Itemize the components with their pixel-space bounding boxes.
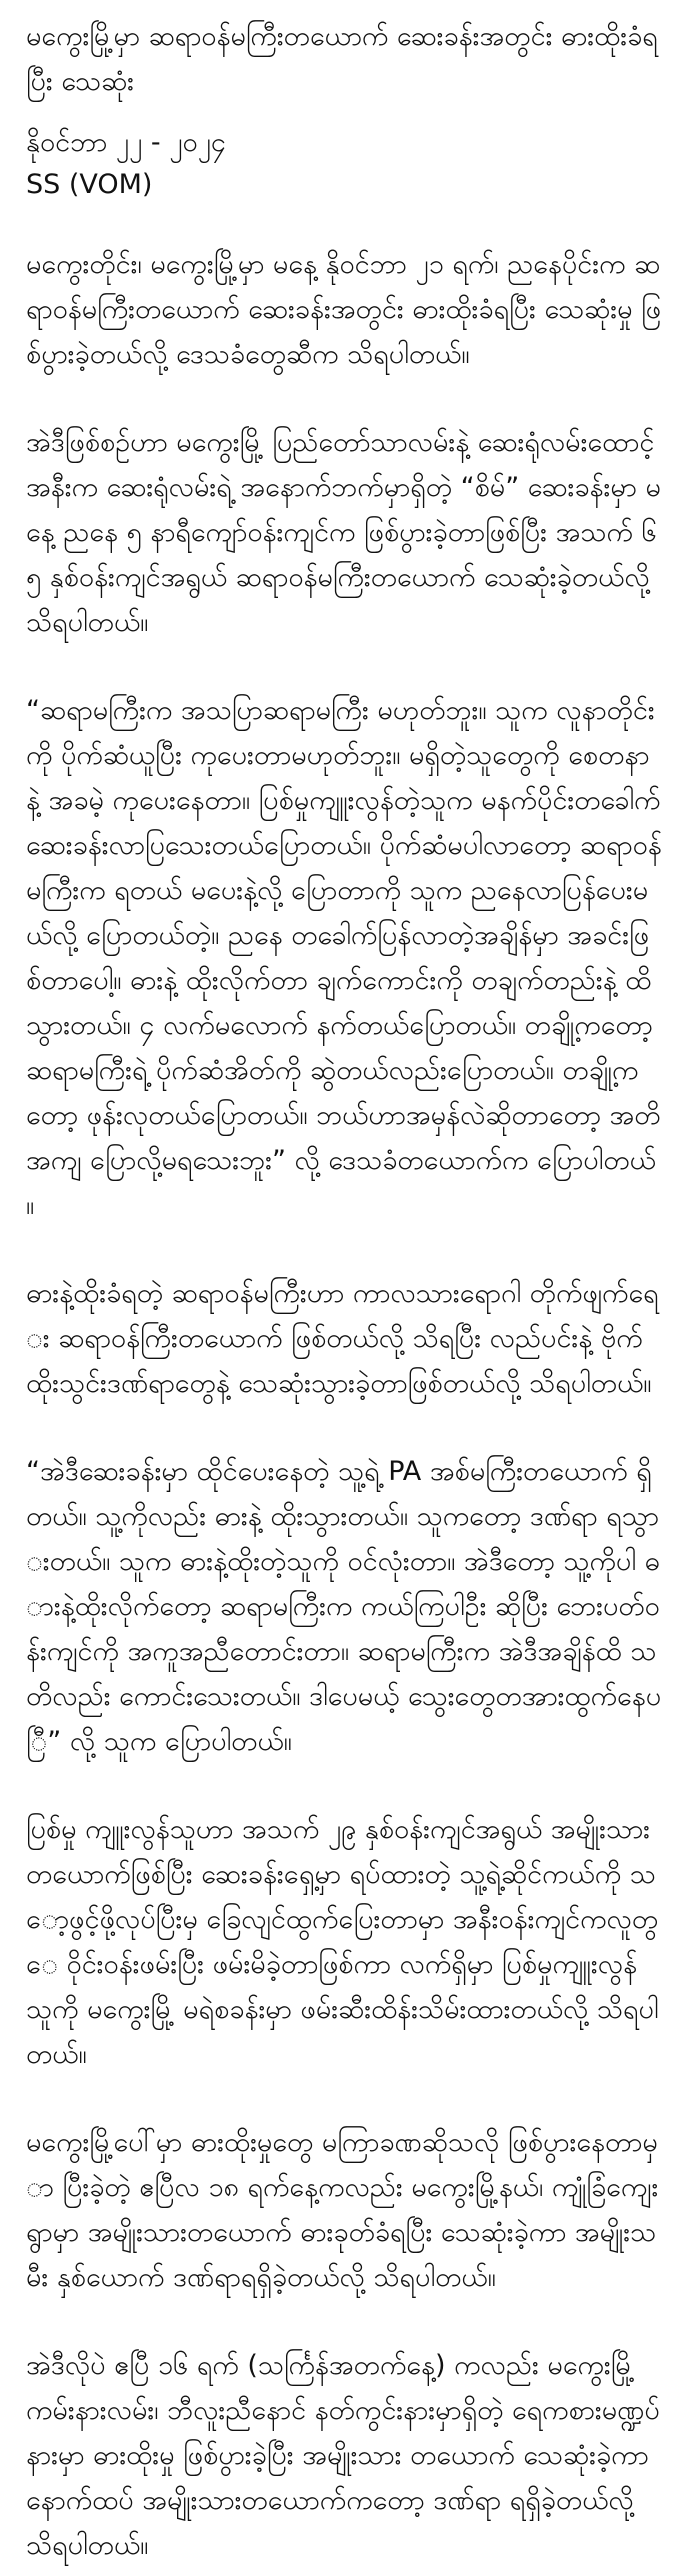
article-paragraph: မကွေးမြို့ပေါ်မှာ ဓားထိုးမှုတွေ မကြာခဏဆိုသလို ဖြစ်ပွားနေတာမှာ ပြီးခဲ့တဲ့ ဧပြီလ ၁၈ ရက်နေ့ကလည်း မကွေးမြို့နယ်၊ ကျုံခြံကျေးရွာမှာ အမျိုးသားတယောက် ဓားခုတ်ခံရပြီး သေဆုံးခဲ့ကာ အမျိုးသမီး နှစ်ယောက် ဒဏ်ရာရရှိခဲ့တယ်လို့ သိရပါတယ်။ xyxy=(26,2127,659,2293)
article-paragraph: မကွေးတိုင်း၊ မကွေးမြို့မှာ မနေ့ နိုဝင်ဘာ ၂၁ ရက်၊ ညနေပိုင်းက ဆရာဝန်မကြီးတယောက် ဆေးခန်းအတွင်း ဓားထိုးခံရပြီး သေဆုံးမှု ဖြစ်ပွားခဲ့တယ်လို့ ဒေသခံတွေဆီက သိရပါတယ်။ xyxy=(26,249,662,370)
article-paragraph: အဲဒီဖြစ်စဉ်ဟာ မကွေးမြို့ ပြည်တော်သာလမ်းနဲ့ ဆေးရုံလမ်းထောင့်အနီးက ဆေးရုံလမ်းရဲ့ အနောက်ဘက်မှာရှိတဲ့ “စိမ်” ဆေးခန်းမှာ မနေ့ ညနေ ၅ နာရီကျော်ဝန်းကျင်က ဖြစ်ပွားခဲ့တာဖြစ်ပြီး အသက် ၆၅ နှစ်ဝန်းကျင်အရွယ် ဆရာဝန်မကြီးတယောက် သေဆုံးခဲ့တယ်လို့ သိရပါတယ်။ xyxy=(26,427,661,638)
article-source: SS (VOM) xyxy=(26,169,153,200)
article-paragraph: ပြစ်မှု ကျူးလွန်သူဟာ အသက် ၂၉ နှစ်ဝန်းကျင်အရွယ် အမျိုးသားတယောက်ဖြစ်ပြီး ဆေးခန်းရှေ့မှာ ရပ်ထားတဲ့ သူ့ရဲ့ဆိုင်ကယ်ကို သော့ဖွင့်ဖို့လုပ်ပြီးမှ ခြေလျင်ထွက်ပြေးတာမှာ အနီးဝန်းကျင်ကလူတွေ ဝိုင်းဝန်းဖမ်းပြီး ဖမ်းမိခဲ့တာဖြစ်ကာ လက်ရှိမှာ ပြစ်မှုကျူးလွန်သူကို မကွေးမြို့ မရဲစခန်းမှာ ဖမ်းဆီးထိန်းသိမ်းထားတယ်လို့ သိရပါတယ်။ xyxy=(26,1814,659,2070)
article-date: နိုဝင်ဘာ ၂၂ - ၂၀၂၄ xyxy=(26,127,227,158)
article-paragraph: အဲဒီလိုပဲ ဧပြီ ၁၆ ရက် (သင်္ကြန်အတက်နေ့) ကလည်း မကွေးမြို့ ကမ်းနားလမ်း၊ ဘီလူးညီနောင် နတ်ကွင်းနားမှာရှိတဲ့ ရေကစားမဏ္ဍပ်နားမှာ ဓားထိုးမှု ဖြစ်ပွားခဲ့ပြီး အမျိုးသား တယောက် သေဆုံးခဲ့ကာ နောက်ထပ် အမျိုးသားတယောက်ကတော့ ဒဏ်ရာ ရရှိခဲ့တယ်လို့ သိရပါတယ်။ xyxy=(26,2350,660,2561)
article-paragraph: “အဲဒီဆေးခန်းမှာ ထိုင်ပေးနေတဲ့ သူ့ရဲ့ PA အစ်မကြီးတယောက် ရှိတယ်။ သူ့ကိုလည်း ဓားနဲ့ ထိုးသွားတယ်။ သူကတော့ ဒဏ်ရာ ရသွားတယ်။ သူက ဓားနဲ့ထိုးတဲ့သူကို ဝင်လုံးတာ။ အဲဒီတော့ သူ့ကိုပါ ဓားနဲ့ထိုးလိုက်တော့ ဆရာမကြီးက ကယ်ကြပါဦး ဆိုပြီး ဘေးပတ်ဝန်းကျင်ကို အကူအညီတောင်းတာ။ ဆရာမကြီးက အဲဒီအချိန်ထိ သတိလည်း ကောင်းသေးတယ်။ ဒါပေမယ့် သွေးတွေတအားထွက်နေပြီ” လို့ သူက ပြောပါတယ်။ xyxy=(26,1456,662,1757)
article-paragraph: “ဆရာမကြီးက အသပြာဆရာမကြီး မဟုတ်ဘူး။ သူက လူနာတိုင်းကို ပိုက်ဆံယူပြီး ကုပေးတာမဟုတ်ဘူး။ မရှိတဲ့သူတွေကို စေတနာနဲ့ အခမဲ့ ကုပေးနေတာ။ ပြစ်မှုကျူးလွန်တဲ့သူက မနက်ပိုင်းတခေါက် ဆေးခန်းလာပြသေးတယ်ပြောတယ်။ ပိုက်ဆံမပါလာတော့ ဆရာဝန်မကြီးက ရတယ် မပေးနဲ့လို့ ပြောတာကို သူက ညနေလာပြန်ပေးမယ်လို့ ပြောတယ်တဲ့။ ညနေ တခေါက်ပြန်လာတဲ့အချိန်မှာ အခင်းဖြစ်တာပေါ့။ ဓားနဲ့ ထိုးလိုက်တာ ချက်ကောင်းကို တချက်တည်းနဲ့ ထိသွားတယ်။ ၄ လက်မလောက် နက်တယ်ပြောတယ်။ တချို့ကတော့ ဆရာမကြီးရဲ့ ပိုက်ဆံအိတ်ကို ဆွဲတယ်လည်းပြောတယ်။ တချို့ကတော့ ဖုန်းလုတယ်ပြောတယ်။ ဘယ်ဟာအမှန်လဲဆိုတာတော့ အတိအကျ ပြောလို့မရသေးဘူး” လို့ ဒေသခံတယောက်က ပြောပါတယ်။ xyxy=(26,695,662,1221)
article-paragraph: ဓားနဲ့ထိုးခံရတဲ့ ဆရာဝန်မကြီးဟာ ကာလသားရောဂါ တိုက်ဖျက်ရေး ဆရာဝန်ကြီးတယောက် ဖြစ်တယ်လို့ သိရပြီး လည်ပင်းနဲ့ ဗိုက် ထိုးသွင်းဒဏ်ရာတွေနဲ့ သေဆုံးသွားခဲ့တာဖြစ်တယ်လို့ သိရပါတယ်။ xyxy=(26,1278,659,1399)
article-title: မကွေးမြို့မှာ ဆရာဝန်မကြီးတယောက် ဆေးခန်းအတွင်း ဓားထိုးခံရပြီး သေဆုံး xyxy=(26,21,658,97)
